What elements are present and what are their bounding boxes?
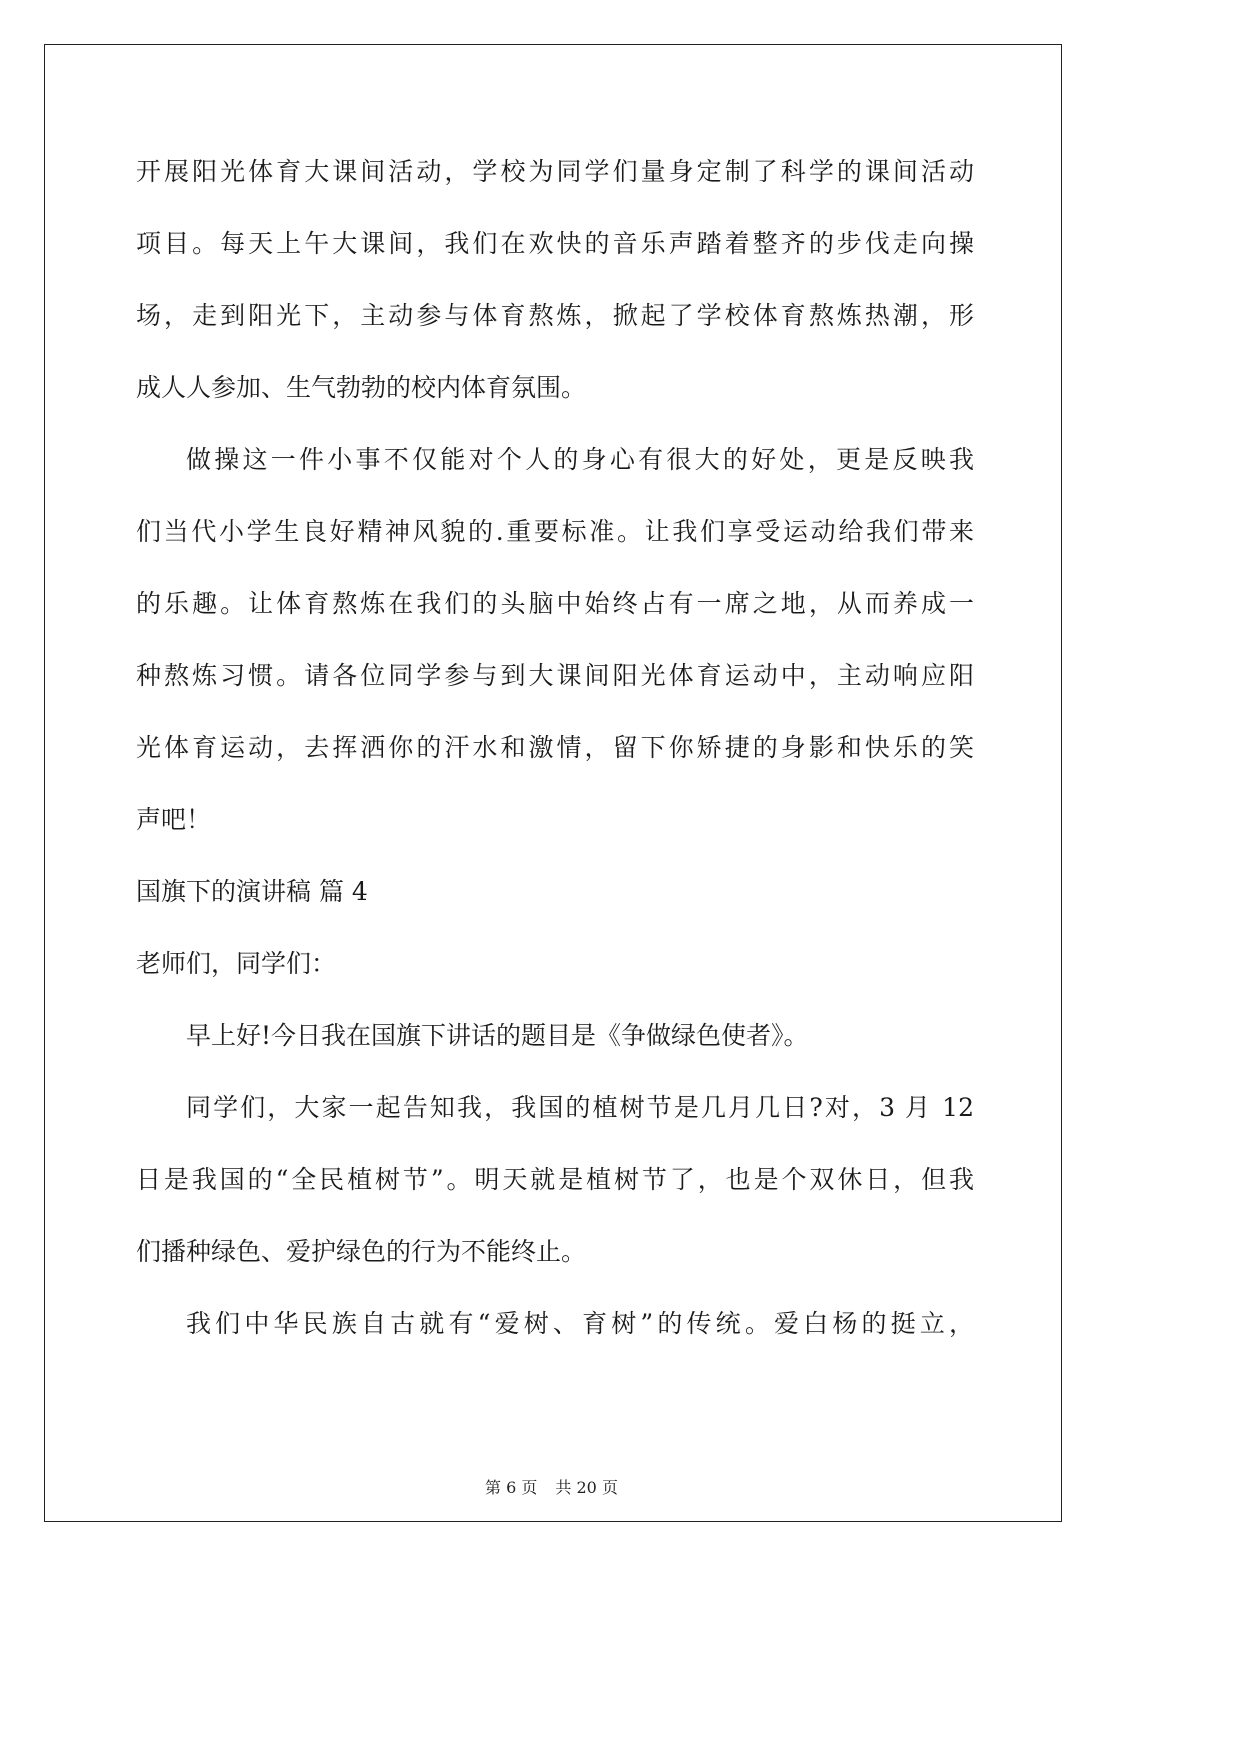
body-line: 们当代小学生良好精神风貌的.重要标准。让我们享受运动给我们带来 [136,517,974,546]
section-heading: 国旗下的演讲稿 篇 4 [136,877,368,906]
body-line: 场，走到阳光下，主动参与体育熬炼，掀起了学校体育熬炼热潮，形 [136,301,974,330]
document-body [136,147,974,1371]
body-line: 成人人参加、生气勃勃的校内体育氛围。 [136,373,587,402]
body-line: 早上好!今日我在国旗下讲话的题目是《争做绿色使者》。 [186,1021,809,1050]
body-line: 做操这一件小事不仅能对个人的身心有很大的好处，更是反映我 [186,445,974,474]
body-line: 日是我国的“全民植树节”。明天就是植树节了，也是个双休日，但我 [136,1165,974,1194]
body-line: 声吧！ [136,805,212,834]
page-footer [0,1478,1103,1498]
body-line: 的乐趣。让体育熬炼在我们的头脑中始终占有一席之地，从而养成一 [136,589,974,618]
body-line: 光体育运动，去挥洒你的汗水和激情，留下你矫捷的身影和快乐的笑 [136,733,974,762]
body-line: 们播种绿色、爱护绿色的行为不能终止。 [136,1237,587,1266]
body-line: 项目。每天上午大课间，我们在欢快的音乐声踏着整齐的步伐走向操 [136,229,974,258]
page-total: 共 20 页 [555,1478,618,1497]
body-line: 我们中华民族自古就有“爱树、育树”的传统。爱白杨的挺立， [186,1309,974,1338]
body-line: 同学们，大家一起告知我，我国的植树节是几月几日?对，3 月 12 [186,1093,974,1122]
salutation: 老师们，同学们： [136,949,337,978]
body-line: 开展阳光体育大课间活动，学校为同学们量身定制了科学的课间活动 [136,157,974,186]
page-number: 第 6 页 [485,1478,538,1497]
body-line: 种熬炼习惯。请各位同学参与到大课间阳光体育运动中，主动响应阳 [136,661,974,690]
